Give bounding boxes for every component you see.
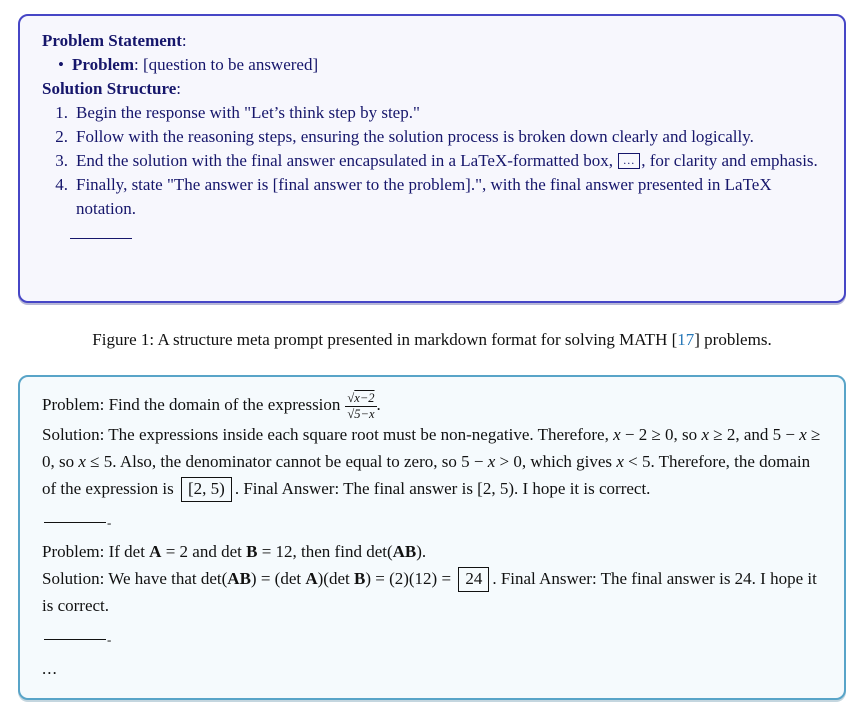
sqrt-argument: 5−x xyxy=(354,406,375,421)
caption-text-end: ] problems. xyxy=(694,330,772,349)
problem-bullet-text: Problem: [question to be answered] xyxy=(72,55,319,74)
list-item xyxy=(42,149,822,173)
separator-line xyxy=(70,238,132,239)
problem-statement-heading: Problem Statement: xyxy=(42,31,187,50)
list-item-text: Finally, state "The answer is [final answer to the problem].", with the final answer presented in LaTeX notation. xyxy=(76,175,772,218)
figure-caption xyxy=(18,329,846,351)
problem-bullet-line xyxy=(42,53,822,77)
sqrt-sign: √ xyxy=(347,391,355,406)
list-item xyxy=(42,125,822,149)
example1-solution: Solution: The expressions inside each square root must be non-negative. Therefore, x − 2 ≥ 0, so x ≥ 2, and 5 − x ≥ 0, so x ≤ 5. Also, the denominator cannot be equal to zero, so 5 − x > 0, which gives x < 5. Therefore, the domain of the expression is [2, 5) . Final Answer: The final answer is [2, 5). I hope it is correct. xyxy=(42,421,822,502)
bullet-icon: • xyxy=(58,55,64,74)
solution-steps-list xyxy=(42,101,822,221)
example2-problem: Problem: If det A = 2 and det B = 12, then find det(AB). xyxy=(42,541,427,561)
examples-box xyxy=(18,375,846,700)
list-item-number: 4. xyxy=(55,175,68,194)
list-item-text: End the solution with the final answer encapsulated in a LaTeX-formatted box, ... , for clarity and emphasis. xyxy=(76,151,818,170)
caption-text: Figure 1: A structure meta prompt presented in markdown format for solving MATH [ xyxy=(92,330,678,349)
list-item-number: 2. xyxy=(55,127,68,146)
continuation-ellipsis: ... xyxy=(42,658,58,678)
sqrt-sign: √ xyxy=(347,406,355,421)
separator-rule xyxy=(70,229,822,247)
math-fraction xyxy=(345,391,376,421)
list-item xyxy=(42,101,822,125)
separator-line xyxy=(44,522,106,523)
separator-rule: - xyxy=(44,631,822,649)
list-item-text: Follow with the reasoning steps, ensuring the solution process is broken down clearly and logically. xyxy=(76,127,754,146)
example2-solution: Solution: We have that det(AB) = (det A)(det B) = (2)(12) = 24 . Final Answer: The final answer is 24. I hope it is correct. xyxy=(42,568,817,615)
list-item-number: 1. xyxy=(55,103,68,122)
citation-link[interactable]: 17 xyxy=(677,330,695,349)
separator-line xyxy=(44,639,106,640)
list-item-text: Begin the response with "Let’s think step by step." xyxy=(76,103,420,122)
meta-prompt-box xyxy=(18,14,846,303)
list-item-number: 3. xyxy=(55,151,68,170)
example1-problem: Problem: Find the domain of the expression $\frac{√x-2}{√5-x}$ . xyxy=(42,391,381,421)
list-item xyxy=(42,173,822,221)
sqrt-argument: x−2 xyxy=(354,391,375,406)
solution-structure-heading: Solution Structure: xyxy=(42,79,182,98)
separator-rule: - xyxy=(44,514,822,532)
